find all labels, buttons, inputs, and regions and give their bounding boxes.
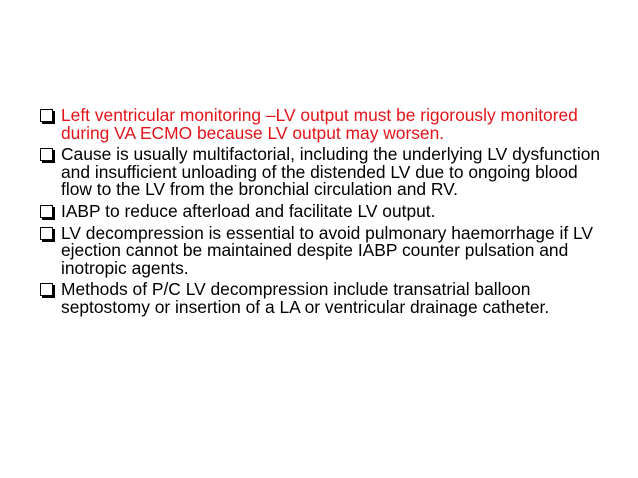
square-checkbox-icon [40, 283, 53, 296]
bullet-text-lv-monitoring: Left ventricular monitoring –LV output must be rigorously monitored during VA ECMO because LV output may worsen. [61, 105, 578, 143]
bullet-text-lv-decompression: LV decompression is essential to avoid pulmonary haemorrhage if LV ejection cannot be maintained despite IABP counter pulsation and inotropic agents. [61, 222, 593, 278]
bullet-text-methods: Methods of P/C LV decompression include transatrial balloon septostomy or insertion of a LA or ventricular drainage catheter. [61, 279, 550, 317]
bullet-item [40, 107, 608, 142]
bullet-item [40, 146, 608, 199]
bullet-text-cause: Cause is usually multifactorial, including the underlying LV dysfunction and insufficient unloading of the distended LV due to ongoing blood flow to the LV from the bronchial circulation and RV. [61, 144, 601, 200]
bullet-text-iabp: IABP to reduce afterload and facilitate LV output. [61, 200, 436, 221]
square-checkbox-icon [40, 227, 53, 240]
bullet-list [40, 107, 608, 321]
bullet-item [40, 200, 608, 221]
square-checkbox-icon [40, 148, 53, 161]
square-checkbox-icon [40, 109, 53, 122]
bullet-item [40, 222, 608, 278]
bullet-item [40, 281, 608, 316]
square-checkbox-icon [40, 205, 53, 218]
